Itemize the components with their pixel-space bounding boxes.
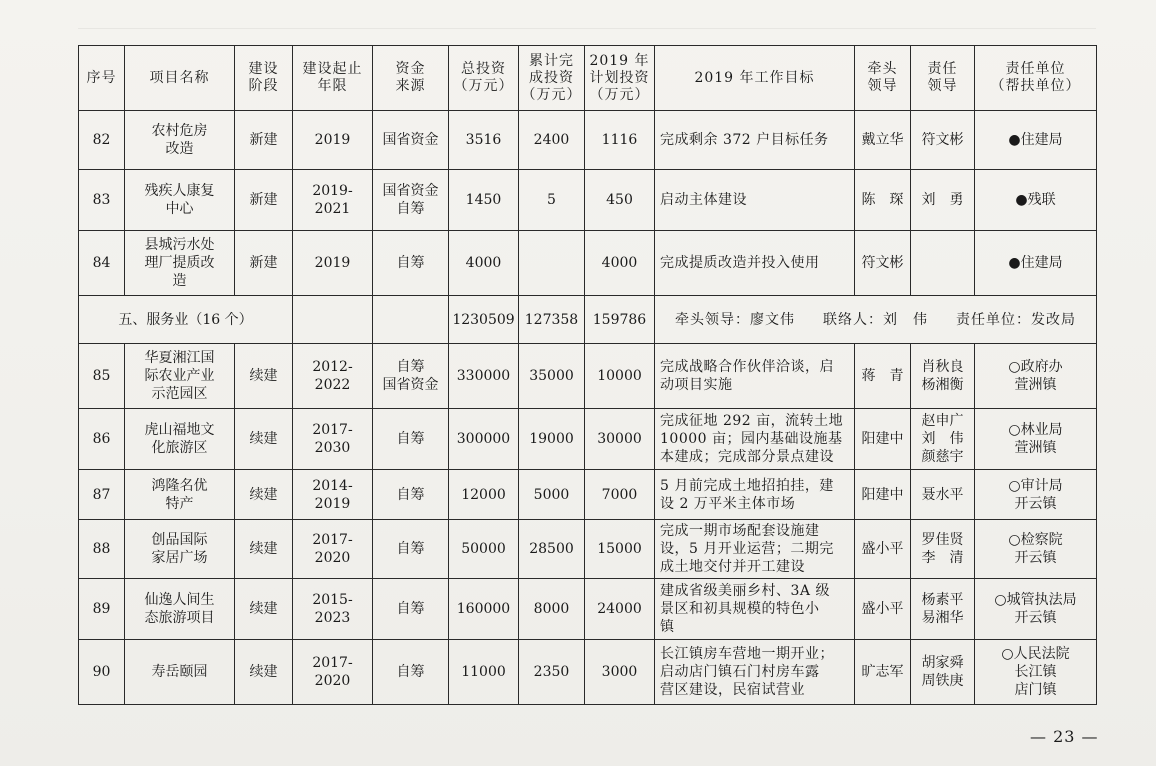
row-period: 2017-2020 (293, 640, 373, 705)
row-lead: 旷志军 (855, 640, 911, 705)
row-goal: 完成剩余 372 户目标任务 (655, 111, 855, 170)
row-unit: ○检察院 开云镇 (975, 520, 1097, 579)
row-resp: 刘 勇 (911, 170, 975, 231)
section-info (655, 296, 1097, 344)
header-resp: 责任 领导 (911, 46, 975, 111)
row-goal: 长江镇房车营地一期开业； 启动店门镇石门村房车露 营区建设，民宿试营业 (655, 640, 855, 705)
table-row (79, 170, 1097, 231)
row-stage: 新建 (235, 231, 293, 296)
row-plan: 10000 (585, 344, 655, 409)
row-name: 农村危房 改造 (125, 111, 235, 170)
section-body (79, 296, 1097, 344)
row-goal: 完成提质改造并投入使用 (655, 231, 855, 296)
table-row (79, 640, 1097, 705)
row-period: 2019 (293, 111, 373, 170)
row-unit: ●残联 (975, 170, 1097, 231)
row-cumulative (519, 231, 585, 296)
header-unit: 责任单位 （帮扶单位） (975, 46, 1097, 111)
row-name: 寿岳颐园 (125, 640, 235, 705)
row-period: 2019-2021 (293, 170, 373, 231)
header-plan2019: 2019 年 计划投资 （万元） (585, 46, 655, 111)
row-cumulative: 2350 (519, 640, 585, 705)
header-fund: 资金 来源 (373, 46, 449, 111)
row-total: 160000 (449, 579, 519, 640)
row-stage: 续建 (235, 579, 293, 640)
row-unit: ○审计局 开云镇 (975, 470, 1097, 520)
row-plan: 3000 (585, 640, 655, 705)
row-unit: ○政府办 萱洲镇 (975, 344, 1097, 409)
table-row (79, 520, 1097, 579)
row-name: 创品国际 家居广场 (125, 520, 235, 579)
row-resp: 罗佳贤 李 清 (911, 520, 975, 579)
row-period: 2019 (293, 231, 373, 296)
section-cumulative: 127358 (519, 296, 585, 344)
section-plan: 159786 (585, 296, 655, 344)
table-body-after (79, 344, 1097, 705)
row-cumulative: 19000 (519, 409, 585, 470)
row-period: 2017-2020 (293, 520, 373, 579)
row-goal: 启动主体建设 (655, 170, 855, 231)
row-lead: 盛小平 (855, 579, 911, 640)
row-goal: 5 月前完成土地招拍挂，建 设 2 万平米主体市场 (655, 470, 855, 520)
row-period: 2014-2019 (293, 470, 373, 520)
row-fund: 国省资金 自筹 (373, 170, 449, 231)
row-unit: ●住建局 (975, 111, 1097, 170)
header-period: 建设起止 年限 (293, 46, 373, 111)
row-seq: 89 (79, 579, 125, 640)
row-resp: 杨素平 易湘华 (911, 579, 975, 640)
row-cumulative: 35000 (519, 344, 585, 409)
row-unit: ○城管执法局 开云镇 (975, 579, 1097, 640)
row-resp: 肖秋良 杨湘衡 (911, 344, 975, 409)
row-unit: ○人民法院 长江镇 店门镇 (975, 640, 1097, 705)
scan-edge (78, 28, 1096, 29)
row-total: 300000 (449, 409, 519, 470)
page-number: — 23 — (1030, 727, 1099, 746)
section-empty-fund (373, 296, 449, 344)
section-contact: 联络人：刘 伟 (823, 311, 928, 328)
row-resp: 赵申广 刘 伟 颜慈宇 (911, 409, 975, 470)
row-cumulative: 5 (519, 170, 585, 231)
row-resp (911, 231, 975, 296)
row-total: 330000 (449, 344, 519, 409)
row-stage: 新建 (235, 170, 293, 231)
row-name: 县城污水处 理厂提质改 造 (125, 231, 235, 296)
row-fund: 自筹 国省资金 (373, 344, 449, 409)
row-stage: 续建 (235, 470, 293, 520)
row-plan: 4000 (585, 231, 655, 296)
row-fund: 自筹 (373, 231, 449, 296)
row-lead: 符文彬 (855, 231, 911, 296)
header-goal: 2019 年工作目标 (655, 46, 855, 111)
table-row (79, 579, 1097, 640)
section-row (79, 296, 1097, 344)
row-plan: 1116 (585, 111, 655, 170)
row-lead: 阳建中 (855, 409, 911, 470)
row-fund: 国省资金 (373, 111, 449, 170)
row-seq: 83 (79, 170, 125, 231)
row-plan: 24000 (585, 579, 655, 640)
header-total: 总投资 （万元） (449, 46, 519, 111)
row-seq: 90 (79, 640, 125, 705)
row-name: 华夏湘江国 际农业产业 示范园区 (125, 344, 235, 409)
project-table (78, 45, 1097, 705)
row-seq: 88 (79, 520, 125, 579)
row-cumulative: 2400 (519, 111, 585, 170)
row-lead: 戴立华 (855, 111, 911, 170)
section-title: 五、服务业（16 个） (79, 296, 293, 344)
row-total: 1450 (449, 170, 519, 231)
table-row (79, 231, 1097, 296)
table-row (79, 111, 1097, 170)
row-plan: 30000 (585, 409, 655, 470)
row-name: 虎山福地文 化旅游区 (125, 409, 235, 470)
row-fund: 自筹 (373, 640, 449, 705)
row-stage: 续建 (235, 409, 293, 470)
row-fund: 自筹 (373, 470, 449, 520)
row-lead: 阳建中 (855, 470, 911, 520)
table-row (79, 409, 1097, 470)
row-fund: 自筹 (373, 520, 449, 579)
table-row (79, 344, 1097, 409)
row-cumulative: 28500 (519, 520, 585, 579)
section-total: 1230509 (449, 296, 519, 344)
row-seq: 86 (79, 409, 125, 470)
row-total: 11000 (449, 640, 519, 705)
row-resp: 聂水平 (911, 470, 975, 520)
section-empty-period (293, 296, 373, 344)
row-seq: 84 (79, 231, 125, 296)
row-plan: 450 (585, 170, 655, 231)
section-lead: 牵头领导：廖文伟 (675, 311, 795, 328)
row-cumulative: 8000 (519, 579, 585, 640)
header-seq: 序号 (79, 46, 125, 111)
row-name: 残疾人康复 中心 (125, 170, 235, 231)
row-resp: 符文彬 (911, 111, 975, 170)
row-name: 鸿隆名优 特产 (125, 470, 235, 520)
section-unit: 责任单位：发改局 (956, 311, 1076, 328)
row-name: 仙逸人间生 态旅游项目 (125, 579, 235, 640)
row-stage: 续建 (235, 520, 293, 579)
row-cumulative: 5000 (519, 470, 585, 520)
row-goal: 完成战略合作伙伴洽谈，启 动项目实施 (655, 344, 855, 409)
table-header-row (79, 46, 1097, 111)
row-unit: ●住建局 (975, 231, 1097, 296)
row-seq: 82 (79, 111, 125, 170)
row-plan: 15000 (585, 520, 655, 579)
row-total: 4000 (449, 231, 519, 296)
row-fund: 自筹 (373, 579, 449, 640)
header-lead: 牵头 领导 (855, 46, 911, 111)
row-period: 2017-2030 (293, 409, 373, 470)
row-lead: 盛小平 (855, 520, 911, 579)
row-resp: 胡家舜 周铁庚 (911, 640, 975, 705)
row-fund: 自筹 (373, 409, 449, 470)
table-body-before (79, 111, 1097, 296)
row-lead: 蒋 青 (855, 344, 911, 409)
table-row (79, 470, 1097, 520)
row-stage: 续建 (235, 640, 293, 705)
row-total: 12000 (449, 470, 519, 520)
row-goal: 完成征地 292 亩，流转土地 10000 亩；园内基础设施基 本建成；完成部分景点建设 (655, 409, 855, 470)
row-plan: 7000 (585, 470, 655, 520)
row-goal: 完成一期市场配套设施建 设，5 月开业运营；二期完 成土地交付并开工建设 (655, 520, 855, 579)
header-cumulative: 累计完 成投资 （万元） (519, 46, 585, 111)
row-unit: ○林业局 萱洲镇 (975, 409, 1097, 470)
row-stage: 续建 (235, 344, 293, 409)
row-total: 50000 (449, 520, 519, 579)
row-period: 2012-2022 (293, 344, 373, 409)
header-stage: 建设 阶段 (235, 46, 293, 111)
row-seq: 85 (79, 344, 125, 409)
row-lead: 陈 琛 (855, 170, 911, 231)
row-period: 2015-2023 (293, 579, 373, 640)
row-seq: 87 (79, 470, 125, 520)
row-stage: 新建 (235, 111, 293, 170)
row-goal: 建成省级美丽乡村、3A 级 景区和初具规模的特色小 镇 (655, 579, 855, 640)
row-total: 3516 (449, 111, 519, 170)
header-name: 项目名称 (125, 46, 235, 111)
